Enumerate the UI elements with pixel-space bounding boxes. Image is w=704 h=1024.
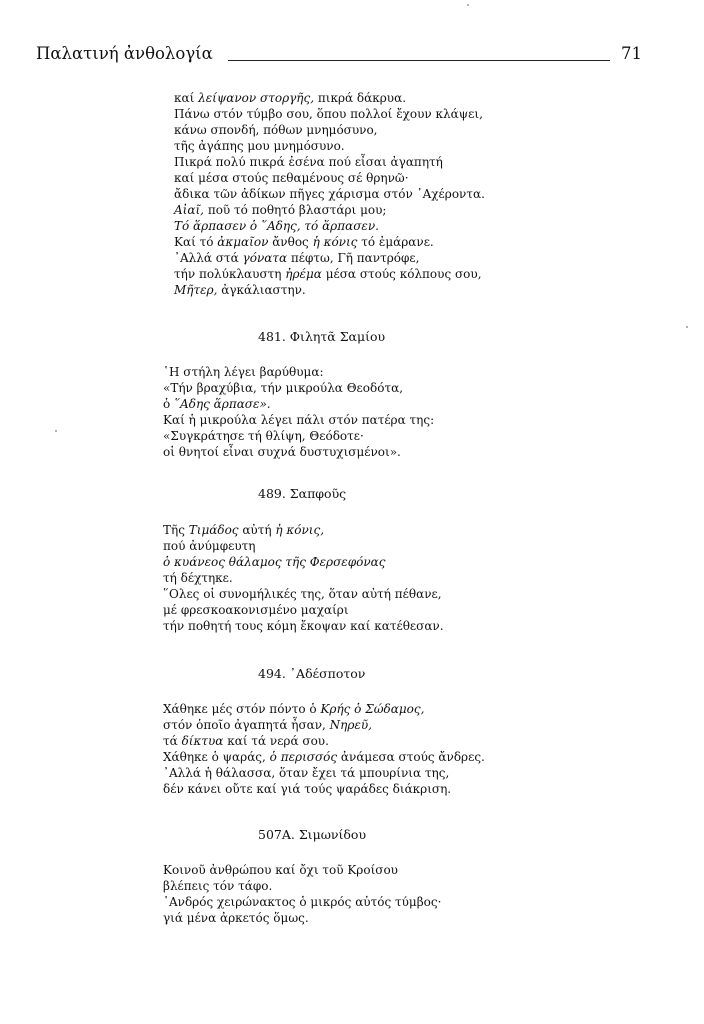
verse-line [163,554,444,570]
text-segment: οἱ θνητοί εἶναι συχνά δυστυχισμένοι». [163,445,401,459]
scan-speck [467,4,469,6]
italic-phrase: λείψανον στοργῆς, [198,91,315,105]
text-segment: ἀγκάλιαστην. [217,283,306,297]
scan-speck [55,430,57,432]
text-segment: τῆς ἀγάπης μου μνημόσυνο. [174,139,345,153]
text-segment: Πάνω στόν τύμβο σου, ὅπου πολλοί ἔχουν κλάψει, [174,107,483,121]
italic-phrase: ῞Αδης ἅρπασε». [174,397,271,411]
text-segment: καί [174,91,199,105]
verse-line [163,428,434,444]
verse-line [163,701,485,717]
text-segment: ῞Ολες οἱ συνομήλικές της, ὅταν αὐτή πέθανε, [163,587,442,601]
verse-line [174,170,485,186]
verse-line [163,412,434,428]
text-segment: Χάθηκε μές στόν πόντο ὁ [163,702,321,716]
text-segment: καί μέσα στούς πεθαμένους σέ θρηνῶ· [174,171,409,185]
text-segment: Καί τό [174,235,218,249]
text-segment: Κοινοῦ ἀνθρώπου καί ὄχι τοῦ Κροίσου [163,863,398,877]
text-segment: βλέπεις τόν τάφο. [163,879,273,893]
italic-phrase: Κρής ὁ Σώδαμος, [320,702,425,716]
text-segment: Καί ἡ μικρούλα λέγει πάλι στόν πατέρα της: [163,413,435,427]
text-segment: ἄνθος [268,235,313,249]
text-segment: ᾿Ανδρός χειρώνακτος ὁ μικρός αὐτός τύμβος· [163,895,442,909]
verse-line [163,602,444,618]
text-segment: στόν ὁποῖο ἀγαπητά ἦσαν, [163,718,330,732]
verse-line [174,234,485,250]
verse-line [174,282,485,298]
verse-line [163,444,434,460]
verse-line [163,878,441,894]
verse-line [163,586,444,602]
italic-phrase: δίκτυα [181,734,224,748]
text-segment: «Συγκράτησε τή θλίψη, Θεόδοτε· [163,429,364,443]
text-segment: ῾Η στήλη λέγει βαρύθυμα: [163,365,324,379]
verse-line [174,186,485,202]
verse-line [174,266,485,282]
verse-line [163,781,485,797]
text-segment: καί τά νερά σου. [223,734,329,748]
verse-line [174,138,485,154]
text-segment: ποῦ τό ποθητό βλαστάρι μου; [204,203,387,217]
page-number: 71 [621,44,642,63]
poem-body [163,701,485,797]
verse-line [174,90,485,106]
verse-line [163,618,444,634]
poem-continuation [174,90,485,298]
text-segment: τή δέχτηκε. [163,571,233,585]
text-segment: ᾿Αλλά ἡ θάλασσα, ὅταν ἔχει τά μπουρίνια της, [163,766,450,780]
text-segment: αὐτή [238,523,276,537]
verse-line [174,218,485,234]
poem-title: 507Α. Σιμωνίδου [258,827,367,842]
italic-phrase: γόνατα [242,251,288,265]
verse-line [163,862,441,878]
verse-line [163,570,444,586]
text-segment: τά [163,734,182,748]
text-segment: κάνω σπονδή, πόθων μνημόσυνο, [174,123,378,137]
text-segment: δέν κάνει οὔτε καί γιά τούς ψαράδες διάκριση. [163,782,452,796]
italic-phrase: Αἰαῖ, [174,203,204,217]
verse-line [163,717,485,733]
italic-phrase: Νηρεῦ, [329,718,372,732]
verse-line [163,538,444,554]
text-segment: γιά μένα ἀρκετός ὅμως. [163,911,309,925]
italic-phrase: ἀκμαῖον [217,235,269,249]
poem-title: 481. Φιλητᾶ Σαμίου [258,329,386,344]
text-segment: τήν πολύκλαυστη [174,267,286,281]
text-segment: ἄδικα τῶν ἀδίκων πῆγες χάρισμα στόν ᾿Αχέροντα. [174,187,485,201]
text-segment: πικρά δάκρυα. [314,91,407,105]
poem-title: 494. ᾿Αδέσποτον [258,666,366,681]
verse-line [174,122,485,138]
italic-phrase: ὁ κυάνεος θάλαμος τῆς Φερσεφόνας [163,555,386,569]
text-segment: μέ φρεσκοακονισμένο μαχαίρι [163,603,349,617]
running-header [36,44,642,68]
text-segment: Πικρά πολύ πικρά ἐσένα πού εἶσαι ἀγαπητή [174,155,443,169]
poem-body [163,862,441,926]
text-segment: μέσα στούς κόλπους σου, [321,267,482,281]
text-segment: Χάθηκε ὁ ψαράς, [163,750,270,764]
italic-phrase: ὁ περισσός [269,750,338,764]
italic-phrase: ἡ κόνις [312,235,358,249]
running-title: Παλατινή ἀνθολογία [36,44,213,63]
header-rule [228,60,610,61]
text-segment: Τῆς [163,523,189,537]
verse-line [174,250,485,266]
verse-line [163,396,434,412]
text-segment: τήν ποθητή τους κόμη ἔκοψαν καί κατέθεσαν. [163,619,444,633]
verse-line [163,910,441,926]
verse-line [163,364,434,380]
text-segment: ὁ [163,397,175,411]
poem-body [163,364,434,460]
italic-phrase: Μῆτερ, [174,283,218,297]
verse-line [163,522,444,538]
verse-line [163,733,485,749]
italic-phrase: Τιμάδος [188,523,239,537]
scan-speck [686,326,688,328]
text-segment: πέφτω, Γῆ παντρόφε, [287,251,420,265]
text-segment: πού ἀνύμφευτη [163,539,256,553]
text-segment: τό ἐμάρανε. [357,235,434,249]
verse-line [174,202,485,218]
verse-line [174,106,485,122]
italic-phrase: Τό ἅρπασεν ὁ ῞Αδης, τό ἅρπασεν. [174,219,379,233]
text-segment: ἀνάμεσα στούς ἄνδρες. [337,750,485,764]
verse-line [163,765,485,781]
poem-body [163,522,444,634]
italic-phrase: ἡ κόνις, [275,523,325,537]
poem-title: 489. Σαπφοῦς [258,486,347,501]
italic-phrase: ἠρέμα [285,267,322,281]
verse-line [163,380,434,396]
text-segment: ᾿Αλλά στά [174,251,243,265]
verse-line [163,749,485,765]
verse-line [174,154,485,170]
text-segment: «Τήν βραχύβια, τήν μικρούλα Θεοδότα, [163,381,404,395]
verse-line [163,894,441,910]
